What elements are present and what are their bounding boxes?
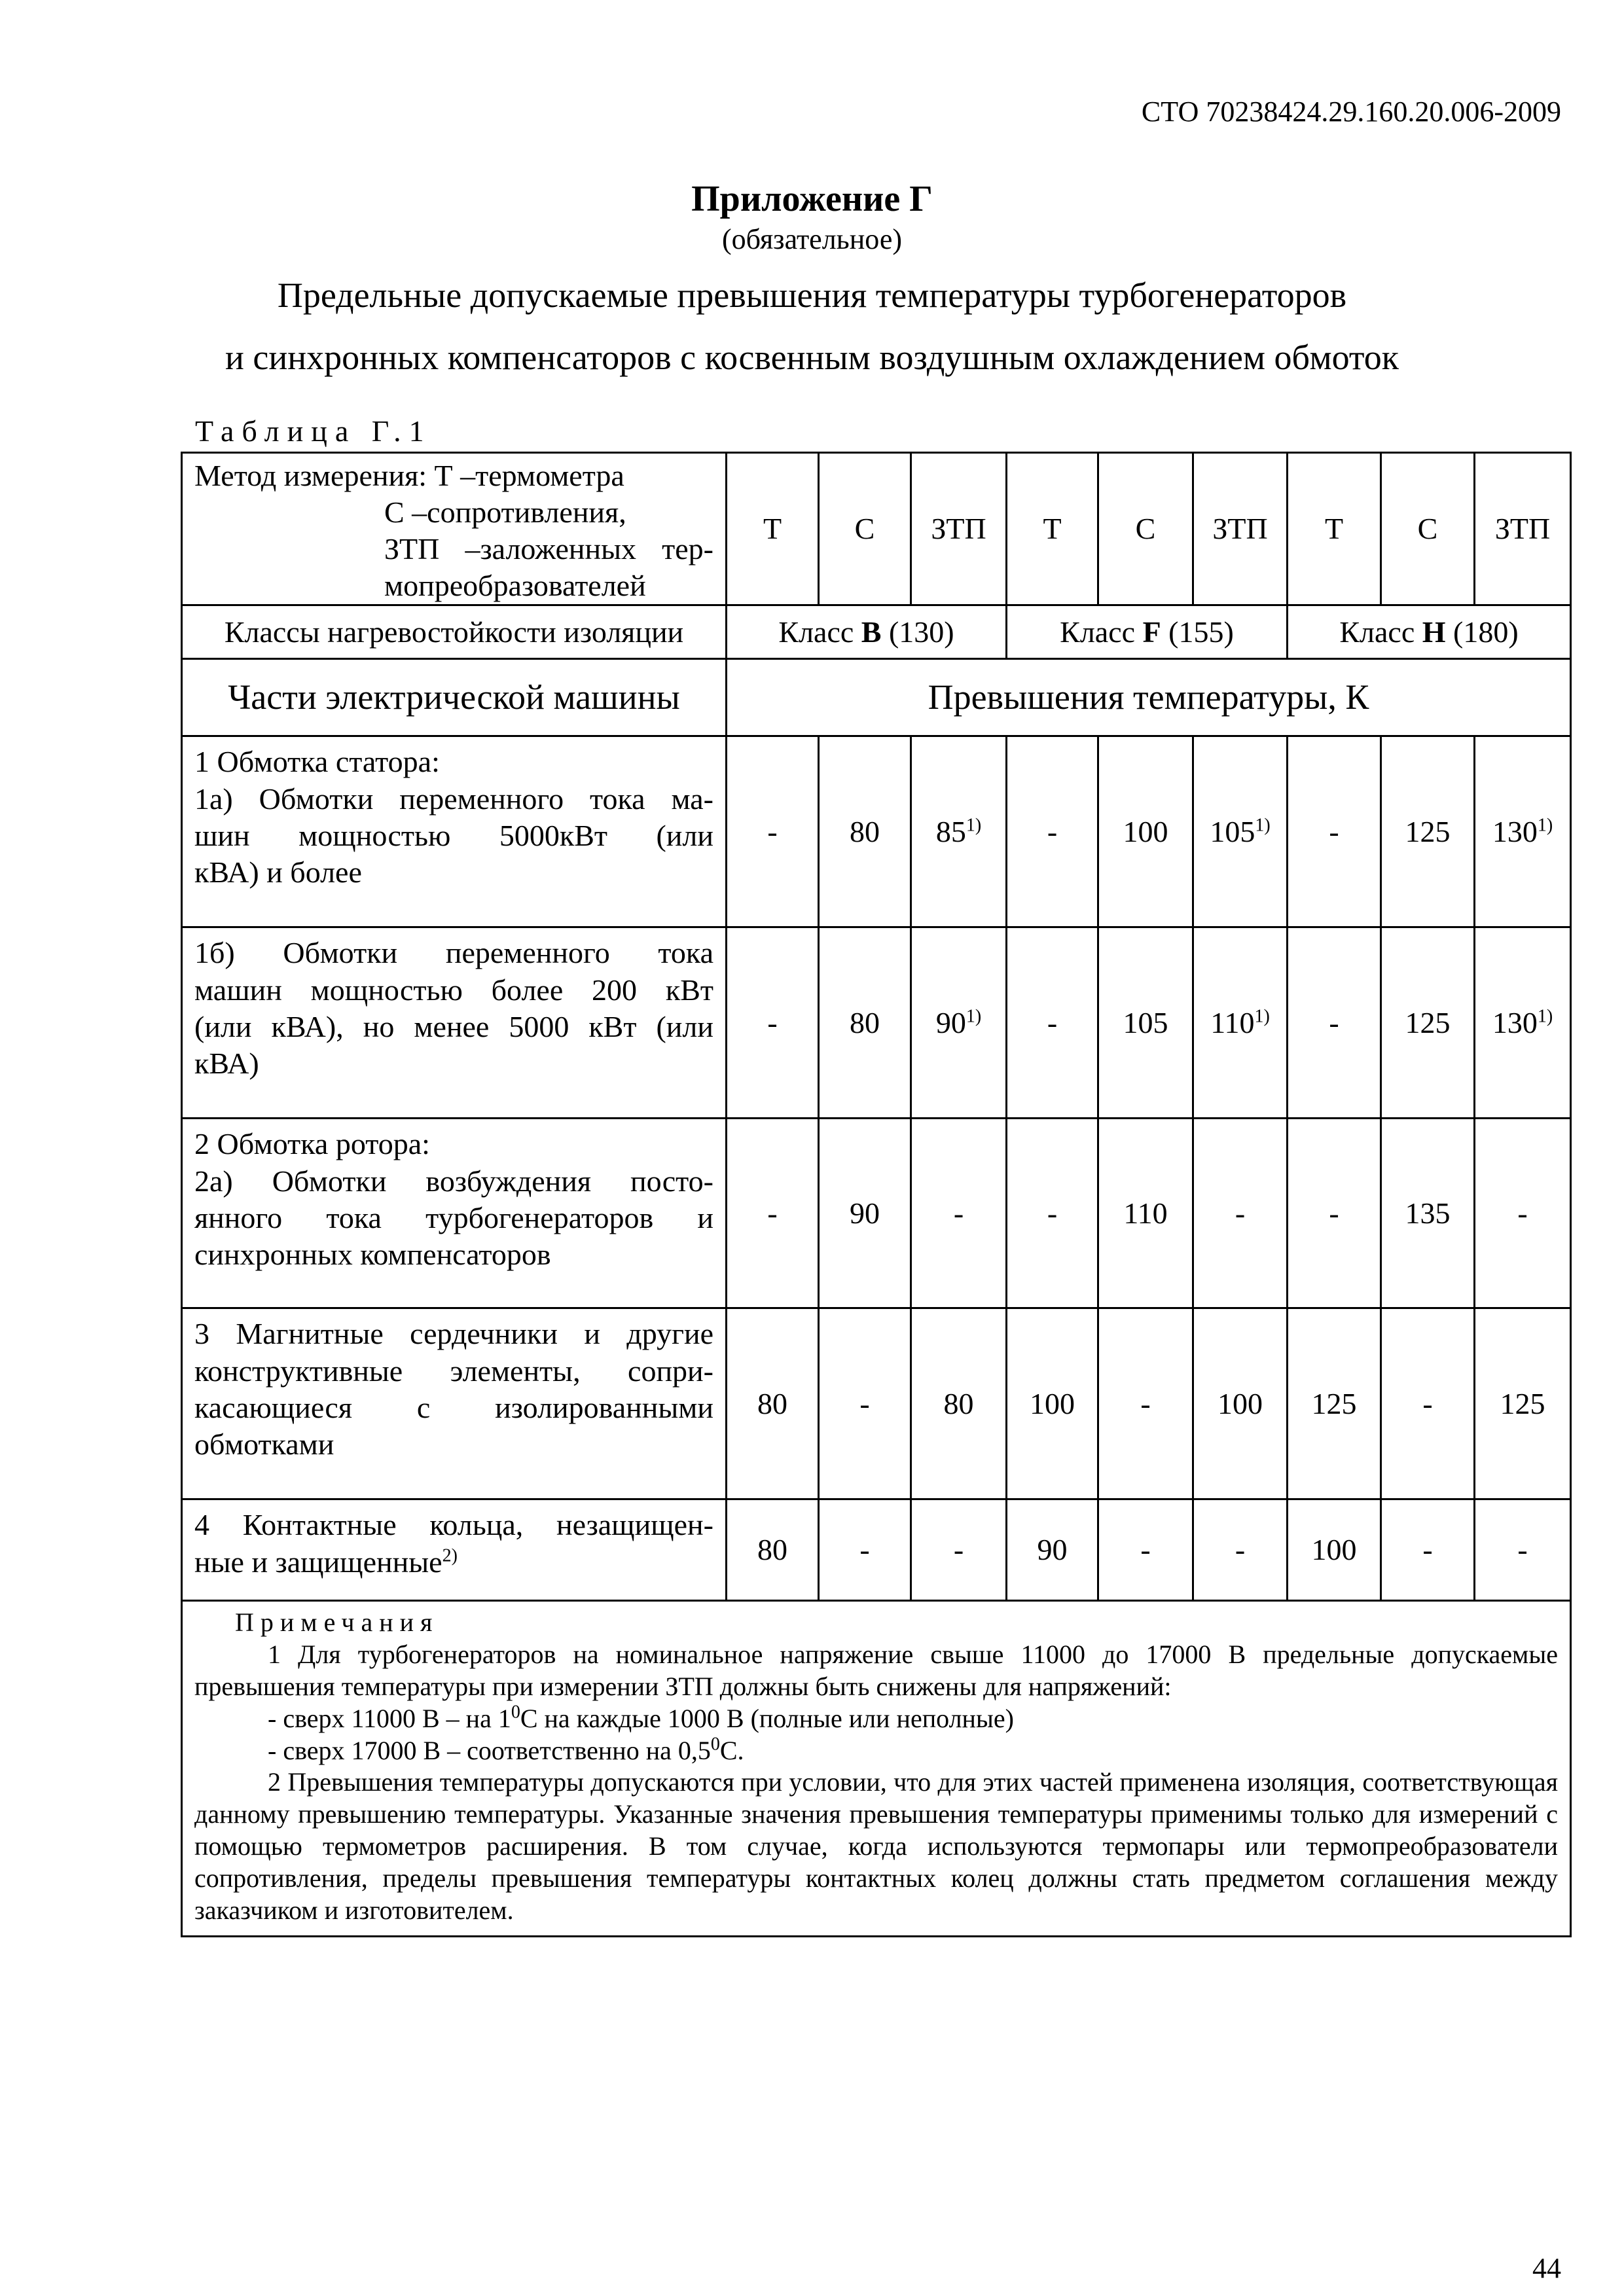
value-cell: - <box>1098 1499 1193 1601</box>
value-cell: 80 <box>911 1308 1007 1499</box>
notes-row <box>182 1601 1571 1937</box>
method-code-cell: Т <box>727 453 819 605</box>
value-cell: 90 <box>819 1119 911 1308</box>
row-label: 4 Контактные кольца, незащищен- ные и защищенные$^{2)}$ <box>182 1499 727 1601</box>
value-cell: - <box>1288 927 1381 1119</box>
document-code: СТО 70238424.29.160.20.006-2009 <box>1141 96 1561 128</box>
method-line-3: ЗТП –заложенных тер- <box>384 532 713 566</box>
method-legend-cell <box>182 453 727 605</box>
method-line-4: мопреобразователей <box>384 569 646 603</box>
value-cell: - <box>1475 1499 1571 1601</box>
table-caption: Таблица Г.1 <box>195 414 432 448</box>
table-row <box>182 927 1571 1119</box>
value-cell: - <box>727 1119 819 1308</box>
method-line-2: С –сопротивления, <box>384 495 626 529</box>
value-cell: 135 <box>1381 1119 1475 1308</box>
method-row <box>182 453 1571 605</box>
value-cell: - <box>911 1499 1007 1601</box>
value-cell: - <box>727 736 819 927</box>
section-header-row <box>182 659 1571 736</box>
class-h-cell: Класс H (180) <box>1288 605 1571 659</box>
row-label: 1 Обмотка статора: 1а) Обмотки переменного тока ма- шин мощностью 5000кВт (или кВА) и более <box>182 736 727 927</box>
value-cell: 80 <box>819 736 911 927</box>
appendix-title: Приложение Г <box>691 179 933 219</box>
method-line-1: Метод измерения: Т –термометра <box>194 459 624 492</box>
value-cell: 100 <box>1193 1308 1288 1499</box>
value-cell: 105 <box>1098 927 1193 1119</box>
value-cell: 80 <box>727 1499 819 1601</box>
value-cell: - <box>1193 1499 1288 1601</box>
row-label: 3 Магнитные сердечники и другие конструктивные элементы, сопри- касающиеся с изолированными обмотками <box>182 1308 727 1499</box>
notes-cell <box>182 1601 1571 1937</box>
value-cell: - <box>1288 736 1381 927</box>
method-code-cell: Т <box>1007 453 1098 605</box>
method-code-cell: Т <box>1288 453 1381 605</box>
value-cell: 80 <box>727 1308 819 1499</box>
value-cell: 90 <box>1007 1499 1098 1601</box>
method-code-cell: ЗТП <box>1475 453 1571 605</box>
parts-header: Части электрической машины <box>182 659 727 736</box>
value-cell: - <box>1007 927 1098 1119</box>
value-cell: - <box>1007 736 1098 927</box>
class-b-cell: Класс B (130) <box>727 605 1007 659</box>
value-cell: 80 <box>819 927 911 1119</box>
value-cell: 125 <box>1288 1308 1381 1499</box>
value-cell: 90$^{1)}$ <box>911 927 1007 1119</box>
appendix-heading-line-2: и синхронных компенсаторов с косвенным воздушным охлаждением обмоток <box>225 338 1399 377</box>
value-cell: - <box>1381 1308 1475 1499</box>
table-row <box>182 1499 1571 1601</box>
value-cell: 100 <box>1288 1499 1381 1601</box>
table-row <box>182 1119 1571 1308</box>
value-cell: - <box>1007 1119 1098 1308</box>
value-cell: 100 <box>1007 1308 1098 1499</box>
value-cell: 130$^{1)}$ <box>1475 927 1571 1119</box>
value-cell: - <box>911 1119 1007 1308</box>
value-cell: - <box>727 927 819 1119</box>
value-cell: 125 <box>1381 736 1475 927</box>
value-cell: - <box>819 1499 911 1601</box>
appendix-subtitle: (обязательное) <box>722 223 902 255</box>
note-1-bullet-2: - сверх 17000 В – соответственно на $0,5^0С$. <box>268 1734 744 1765</box>
note-1-bullet-1: - сверх 11000 В – на $1^0С$ на каждые 1000 В (полные или неполные) <box>268 1702 1014 1733</box>
value-cell: 125 <box>1475 1308 1571 1499</box>
classes-label: Классы нагревостойкости изоляции <box>182 605 727 659</box>
value-cell: - <box>1475 1119 1571 1308</box>
value-cell: - <box>819 1308 911 1499</box>
table-row <box>182 736 1571 927</box>
value-cell: 110 <box>1098 1119 1193 1308</box>
note-1: 1 Для турбогенераторов на номинальное напряжение свыше 11000 до 17000 В предельные допускаемые превышения температуры при измерении ЗТП должны быть снижены для напряжений: <box>194 1640 1558 1702</box>
method-code-cell: ЗТП <box>911 453 1007 605</box>
page-number: 44 <box>1532 2252 1561 2284</box>
table-row <box>182 1308 1571 1499</box>
method-code-cell: ЗТП <box>1193 453 1288 605</box>
value-cell: 130$^{1)}$ <box>1475 736 1571 927</box>
value-cell: 125 <box>1381 927 1475 1119</box>
value-cell: 110$^{1)}$ <box>1193 927 1288 1119</box>
temperature-limits-table <box>181 452 1572 1937</box>
method-code-cell: С <box>1381 453 1475 605</box>
values-header: Превышения температуры, К <box>727 659 1571 736</box>
row-label: 2 Обмотка ротора: 2а) Обмотки возбуждения посто- янного тока турбогенераторов и синхронных компенсаторов <box>182 1119 727 1308</box>
method-code-cell: С <box>1098 453 1193 605</box>
value-cell: - <box>1098 1308 1193 1499</box>
notes-title: Примечания <box>235 1607 439 1638</box>
value-cell: - <box>1193 1119 1288 1308</box>
value-cell: 85$^{1)}$ <box>911 736 1007 927</box>
value-cell: 105$^{1)}$ <box>1193 736 1288 927</box>
method-code-cell: С <box>819 453 911 605</box>
class-f-cell: Класс F (155) <box>1007 605 1288 659</box>
row-label: 1б) Обмотки переменного тока машин мощностью более 200 кВт (или кВА), но менее 5000 кВт (или кВА) <box>182 927 727 1119</box>
classes-row <box>182 605 1571 659</box>
value-cell: - <box>1288 1119 1381 1308</box>
note-2: 2 Превышения температуры допускаются при условии, что для этих частей применена изоляция, соответствующая данному превышению температуры. Указанные значения превышения температуры применимы только для измерений с помощью термометров расширения. В том случае, когда используются термопары или термопреобразователи сопротивления, пределы превышения температуры контактных колец должны стать предметом соглашения между заказчиком и изготовителем. <box>194 1767 1558 1925</box>
value-cell: - <box>1381 1499 1475 1601</box>
appendix-heading-line-1: Предельные допускаемые превышения температуры турбогенераторов <box>277 276 1347 315</box>
value-cell: 100 <box>1098 736 1193 927</box>
